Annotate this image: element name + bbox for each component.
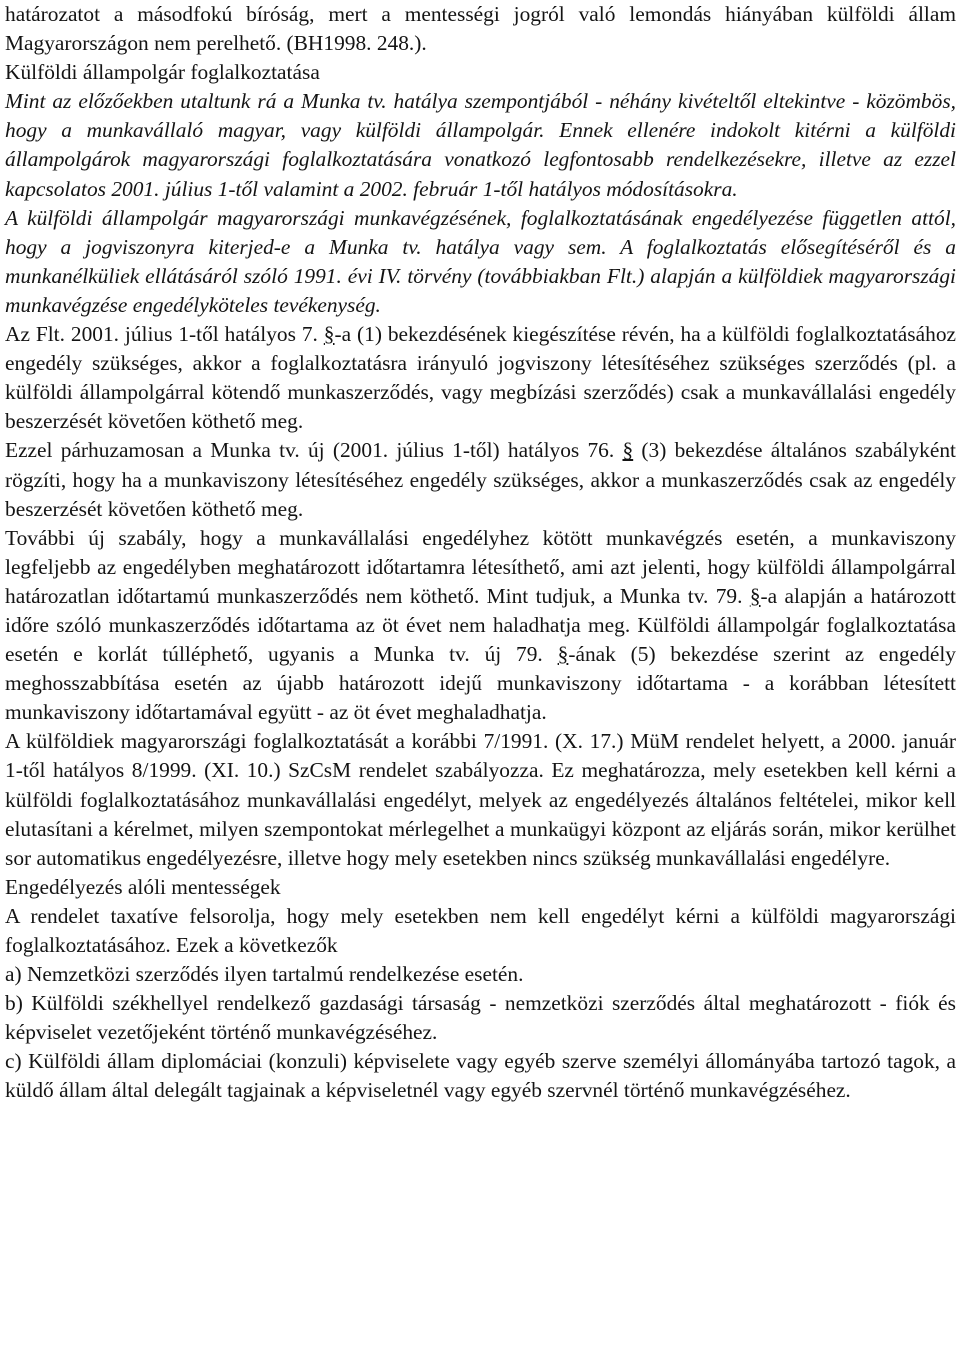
section-sign-link[interactable]: § (749, 583, 761, 608)
paragraph-regulation: A külföldiek magyarországi foglalkoztatását a korábbi 7/1991. (X. 17.) MüM rendelet helyett, a 2000. január 1-től hatályos 8/1999. (XI. 10.) SzCsM rendelet szabályozza. Ez meghatározza, mely esetekben kell kérni a külföldi foglalkoztatásához munkavállalási engedélyt, melyek az engedélyezés általános feltételei, mikor kell elutasítani a kérelmet, milyen szempontokat mérlegelhet a munkaügyi központ az eljárás során, mikor kerülhet sor automatikus engedélyezésre, illetve hogy mely esetekben nincs szükség munkavállalási engedélyre. (5, 729, 956, 870)
list-item: c) Külföldi állam diplomáciai (konzuli) képviselete vagy egyéb szerve személyi állományába tartozó tagok, a küldő állam által delegált tagjainak a képviseletnél vagy egyéb szervnél történő munkavégzéséhez. (5, 1049, 956, 1103)
paragraph-scope: Mint az előzőekben utaltunk rá a Munka tv. hatálya szempontjából - néhány kivételtől eltekintve - közömbös, hogy a munkavállaló magyar, vagy külföldi állampolgár. Ennek ellenére indokolt kitérni a külföldi állampolgárok magyarországi foglalkoztatására vonatkozó legfontosabb rendelkezésekre, illetve az ezzel kapcsolatos 2001. július 1-től valamint a 2002. február 1-től hatályos módosításokra. (5, 89, 956, 201)
paragraph-text-segment: Ezzel párhuzamosan a Munka tv. új (2001. július 1-től) hatályos 76. (5, 438, 623, 463)
section-sign-link[interactable]: § (557, 642, 569, 667)
paragraph-flt-7 (5, 320, 956, 436)
document-page (5, 0, 956, 1106)
paragraph-permit-independence: A külföldi állampolgár magyarországi munkavégzésének, foglalkoztatásának engedélyezése független attól, hogy a jogviszonyra kiterjed-e a Munka tv. hatálya vagy sem. A foglalkoztatás elősegítéséről és a munkanélküliek ellátásáról szóló 1991. évi IV. törvény (továbbiakban Flt.) alapján a külföldiek magyarországi munkavégzése engedélyköteles tevékenység. (5, 205, 956, 317)
section-sign-link[interactable]: § (323, 322, 335, 347)
paragraph-mt-76 (5, 436, 956, 523)
paragraph-text-segment: (3) bekezdése általános szabályként rögzíti, hogy ha a munkaviszony létesítéséhez engedély szükséges, akkor a munkaszerződés csak az engedély beszerzését követően köthető meg. (5, 438, 956, 521)
heading-foreign-employment: Külföldi állampolgár foglalkoztatása (5, 60, 320, 85)
paragraph-text-segment: További új szabály, hogy a munkavállalási engedélyhez kötött munkavégzés esetén, a munkaviszony legfeljebb az engedélyben meghatározott időtartamra létesíthető, ami azt jelenti, hogy külföldi állampolgárral határozatlan időtartamú munkaszerződés nem köthető. Mint tudjuk, a Munka tv. 79. (5, 525, 956, 608)
section-sign-link[interactable]: § (622, 438, 634, 463)
list-item: b) Külföldi székhellyel rendelkező gazdasági társaság - nemzetközi szerződés által meghatározott - fiók és képviselet vezetőjeként történő munkavégzéséhez. (5, 991, 956, 1045)
heading-exemptions: Engedélyezés alóli mentességek (5, 874, 281, 899)
paragraph-text-segment: -a (1) bekezdésének kiegészítése révén, ha a külföldi foglalkoztatásához engedély szükséges, akkor a foglalkoztatásra irányuló jogviszony létesítéséhez szükséges szerződés (pl. a külföldi állampolgárral kötendő munkaszerződés, vagy megbízási szerződés) csak a munkavállalási engedély beszerzését követően köthető meg. (5, 322, 957, 434)
list-item: a) Nemzetközi szerződés ilyen tartalmú rendelkezése esetén. (5, 962, 524, 987)
paragraph-text-segment: -a alapján a határozott időre szóló munkaszerződés időtartama az öt évet nem haladhatja meg. Külföldi állampolgár foglalkoztatása esetén e korlát túlléphető, ugyanis a Munka tv. új 79. (5, 583, 956, 667)
paragraph-text-segment: Az Flt. 2001. július 1-től hatályos 7. (5, 322, 324, 347)
paragraph-mt-79 (5, 524, 956, 728)
paragraph-text-segment: -ának (5) bekezdése szerint az engedély meghosszabbítása esetén az újabb határozott idejű munkaviszony időtartama - a korábban létesített munkaviszony időtartamával együtt - az öt évet meghaladhatja. (5, 642, 957, 725)
paragraph-intro: határozatot a másodfokú bíróság, mert a mentességi jogról való lemondás hiányában külföldi állam Magyarországon nem perelhető. (BH1998. 248.). (5, 2, 956, 56)
paragraph-exemptions-intro: A rendelet taxatíve felsorolja, hogy mely esetekben nem kell engedélyt kérni a külföldi magyarországi foglalkoztatásához. Ezek a következők (5, 903, 956, 957)
